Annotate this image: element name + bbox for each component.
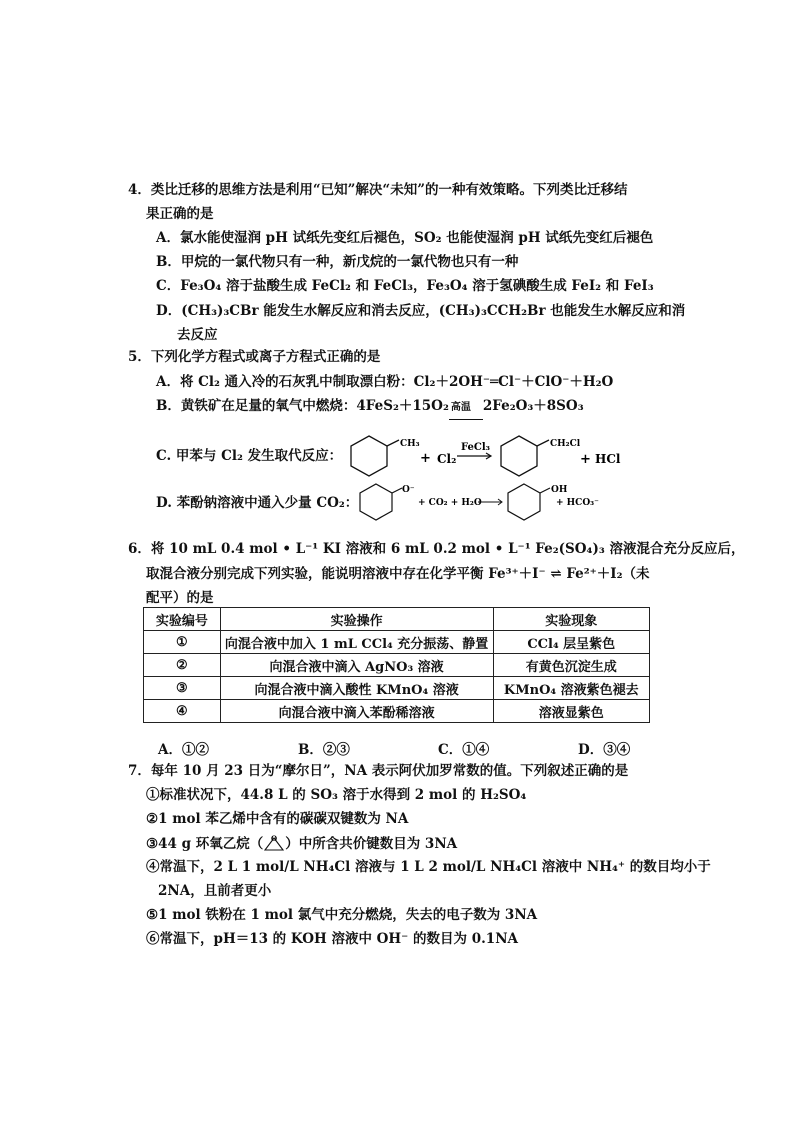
phenol-oh-label: OH bbox=[551, 485, 568, 495]
q4-option-c: C．Fe₃O₄ 溶于盐酸生成 FeCl₂ 和 FeCl₃，Fe₃O₄ 溶于氢碘酸生成 FeI₂ 和 FeI₃ bbox=[156, 278, 654, 294]
header-phenomenon: 实验现象 bbox=[493, 608, 649, 631]
row-operation: 向混合液中滴入苯酚稀溶液 bbox=[220, 700, 493, 723]
q7-statement-2: ②1 mol 苯乙烯中含有的碳碳双键数为 NA bbox=[146, 811, 409, 827]
phenol-structure bbox=[508, 484, 550, 520]
table-row bbox=[144, 654, 650, 677]
q4-option-d-line2: 去反应 bbox=[177, 327, 218, 343]
catalyst-label: FeCl₃ bbox=[461, 442, 491, 453]
epoxide-ring-icon bbox=[263, 834, 285, 852]
row-phenomenon: KMnO₄ 溶液紫色褪去 bbox=[493, 677, 649, 700]
plus-sign: + bbox=[580, 452, 591, 467]
reaction-arrow-line bbox=[449, 419, 483, 420]
q4-option-a: A．氯水能使湿润 pH 试纸先变红后褪色，SO₂ 也能使湿润 pH 试纸先变红后褪色 bbox=[156, 230, 654, 246]
q7-statement-3-part1: ③44 g 环氧乙烷（ bbox=[146, 836, 264, 852]
phenoxide-o-label: O⁻ bbox=[402, 485, 415, 495]
header-operation: 实验操作 bbox=[220, 608, 493, 631]
header-id: 实验编号 bbox=[144, 608, 221, 631]
epoxide-o-label: O bbox=[271, 834, 278, 843]
q7-statement-1: ①标准状况下，44.8 L 的 SO₃ 溶于水得到 2 mol 的 H₂SO₄ bbox=[146, 787, 527, 803]
benzyl-chloride-structure bbox=[501, 436, 549, 476]
q6-stem-line3: 配平）的是 bbox=[146, 590, 214, 606]
q5-option-b-left: B．黄铁矿在足量的氧气中燃烧：4FeS₂＋15O₂ bbox=[156, 398, 449, 414]
row-phenomenon: 有黄色沉淀生成 bbox=[493, 654, 649, 677]
q7-statement-4-line1: ④常温下，2 L 1 mol/L NH₄Cl 溶液与 1 L 2 mol/L NH₄Cl 溶液中 NH₄⁺ 的数目均小于 bbox=[146, 859, 711, 875]
hcl-label: HCl bbox=[595, 452, 621, 466]
q7-stem: 7．每年 10 月 23 日为“摩尔日”，NA 表示阿伏加罗常数的值。下列叙述正确的是 bbox=[128, 763, 629, 779]
q6-stem-line1: 6．将 10 mL 0.4 mol • L⁻¹ KI 溶液和 6 mL 0.2 mol • L⁻¹ Fe₂(SO₄)₃ 溶液混合充分反应后， bbox=[128, 541, 745, 557]
q5-option-b-right: 2Fe₂O₃＋8SO₃ bbox=[482, 398, 584, 414]
phenoxide-co2-equation bbox=[356, 480, 606, 522]
phenoxide-structure bbox=[360, 484, 402, 520]
table-row bbox=[144, 700, 650, 723]
row-phenomenon: 溶液显紫色 bbox=[493, 700, 649, 723]
reagents-label: + CO₂ + H₂O bbox=[418, 498, 482, 508]
ch2cl-label: CH₂Cl bbox=[550, 439, 581, 449]
q7-statement-5: ⑤1 mol 铁粉在 1 mol 氯气中充分燃烧，失去的电子数为 3NA bbox=[146, 907, 538, 923]
table-header-row bbox=[144, 608, 650, 631]
row-operation: 向混合液中滴入 AgNO₃ 溶液 bbox=[220, 654, 493, 677]
bicarbonate-label: + HCO₃⁻ bbox=[556, 498, 599, 508]
q6-choice-c: C．①④ bbox=[438, 742, 490, 758]
toluene-chlorination-equation bbox=[345, 432, 635, 480]
row-id: ② bbox=[144, 654, 221, 677]
q5-stem: 5．下列化学方程式或离子方程式正确的是 bbox=[128, 349, 381, 365]
q7-statement-6: ⑥常温下，pH＝13 的 KOH 溶液中 OH⁻ 的数目为 0.1NA bbox=[146, 931, 519, 947]
q6-choice-a: A．①② bbox=[158, 742, 209, 758]
row-phenomenon: CCl₄ 层呈紫色 bbox=[493, 631, 649, 654]
q4-stem-line2: 果正确的是 bbox=[146, 206, 214, 222]
q7-statement-4-line2: 2NA，且前者更小 bbox=[158, 883, 272, 899]
row-operation: 向混合液中滴入酸性 KMnO₄ 溶液 bbox=[220, 677, 493, 700]
q5-option-b bbox=[156, 397, 584, 415]
table-row bbox=[144, 677, 650, 700]
q6-choice-b: B．②③ bbox=[298, 742, 350, 758]
toluene-ch3-label: CH₃ bbox=[400, 439, 420, 449]
q4-option-b: B．甲烷的一氯代物只有一种，新戊烷的一氯代物也只有一种 bbox=[156, 254, 519, 270]
experiment-table bbox=[143, 607, 650, 723]
q7-statement-3-part2: ）中所含共价键数目为 3NA bbox=[285, 836, 458, 852]
q6-choice-d: D．③④ bbox=[578, 742, 631, 758]
q5-option-d-label: D. 苯酚钠溶液中通入少量 CO₂： bbox=[156, 495, 359, 511]
q5-condition-label: 高温 bbox=[450, 402, 471, 413]
q7-statement-3 bbox=[146, 834, 457, 853]
row-id: ④ bbox=[144, 700, 221, 723]
row-id: ① bbox=[144, 631, 221, 654]
q5-option-c-label: C. 甲苯与 Cl₂ 发生取代反应： bbox=[156, 448, 343, 464]
toluene-structure bbox=[351, 436, 399, 476]
q6-stem-line2: 取混合液分别完成下列实验，能说明溶液中存在化学平衡 Fe³⁺＋I⁻ ⇌ Fe²⁺＋I₂（未 bbox=[146, 566, 650, 582]
chlorine-label: Cl₂ bbox=[437, 452, 457, 466]
row-operation: 向混合液中加入 1 mL CCl₄ 充分振荡、静置 bbox=[220, 631, 493, 654]
row-id: ③ bbox=[144, 677, 221, 700]
plus-sign: + bbox=[420, 451, 431, 466]
q4-stem-line1: 4．类比迁移的思维方法是利用“已知”解决“未知”的一种有效策略。下列类比迁移结 bbox=[128, 182, 628, 198]
q4-option-d-line1: D．(CH₃)₃CBr 能发生水解反应和消去反应，(CH₃)₃CCH₂Br 也能发生水解反应和消 bbox=[156, 303, 686, 319]
q5-option-a: A．将 Cl₂ 通入冷的石灰乳中制取漂白粉：Cl₂＋2OH⁻═Cl⁻＋ClO⁻＋H₂O bbox=[156, 374, 614, 390]
table-row bbox=[144, 631, 650, 654]
